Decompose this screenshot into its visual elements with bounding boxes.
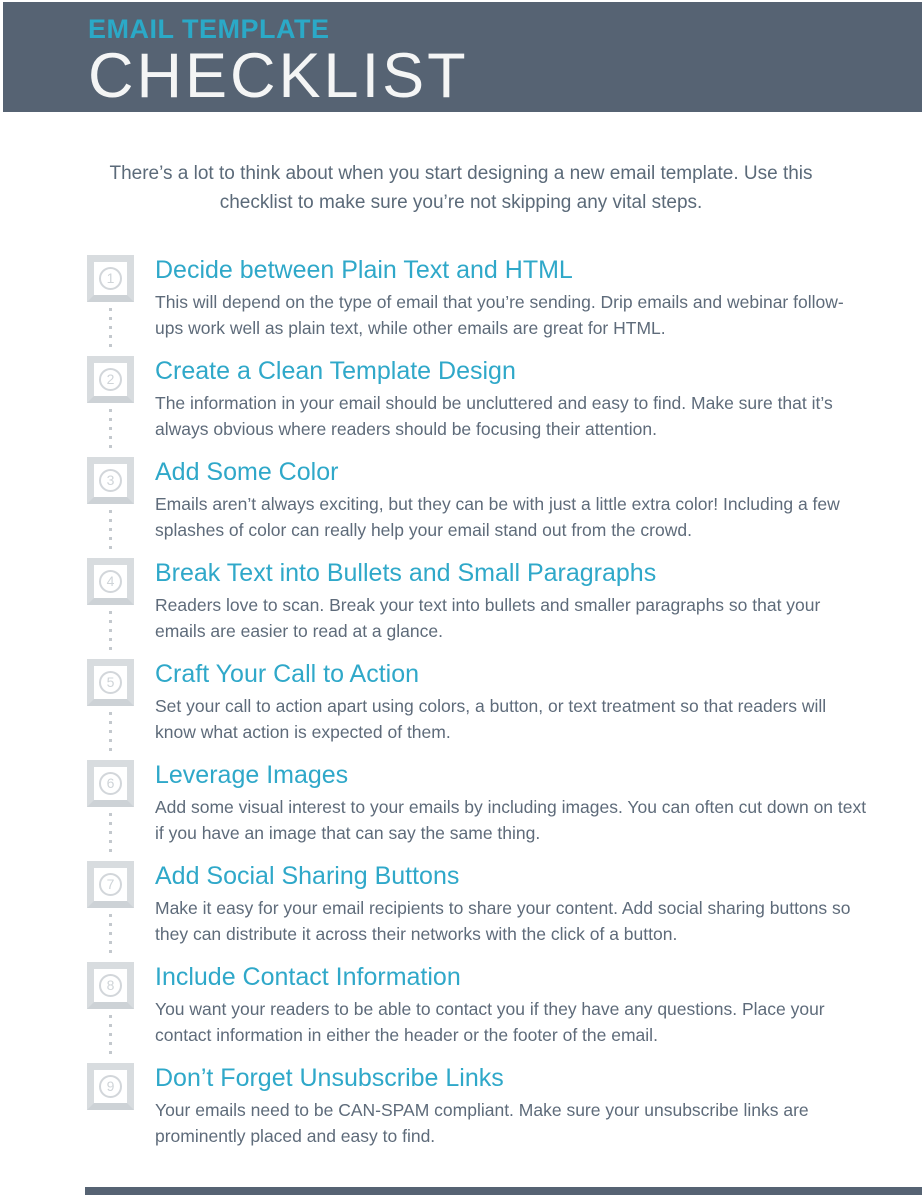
step-rail <box>87 255 134 356</box>
step-number-badge <box>87 457 134 504</box>
dotted-connector <box>109 611 112 653</box>
step-number: 9 <box>99 1075 122 1098</box>
step-number: 7 <box>99 873 122 896</box>
step-number-badge <box>87 962 134 1009</box>
checklist-item <box>87 457 867 558</box>
dotted-connector <box>109 712 112 754</box>
checklist-item <box>87 861 867 962</box>
step-rail <box>87 1063 134 1164</box>
checklist-item <box>87 962 867 1063</box>
step-number: 5 <box>99 671 122 694</box>
dotted-connector <box>109 813 112 855</box>
step-rail <box>87 760 134 861</box>
step-title: Add Social Sharing Buttons <box>155 862 460 890</box>
footer-bar <box>85 1187 922 1195</box>
header-kicker: EMAIL TEMPLATE <box>88 14 330 44</box>
page-title: CHECKLIST <box>88 41 469 111</box>
intro-paragraph: There’s a lot to think about when you start designing a new email template. Use this checklist to make sure you’re not skipping any vital steps. <box>109 163 813 213</box>
step-rail <box>87 861 134 962</box>
step-content <box>134 1063 867 1164</box>
step-number: 2 <box>99 368 122 391</box>
step-content <box>134 760 867 861</box>
step-number: 6 <box>99 772 122 795</box>
step-body: You want your readers to be able to contact you if they have any questions. Place your contact information in either the header or the footer of the email. <box>155 999 825 1045</box>
step-number-badge <box>87 760 134 807</box>
dotted-connector <box>109 1015 112 1057</box>
step-body: The information in your email should be uncluttered and easy to find. Make sure that it’s always obvious where readers should be focusing their attention. <box>155 393 833 439</box>
step-content <box>134 659 867 760</box>
step-rail <box>87 457 134 558</box>
step-rail <box>87 356 134 457</box>
dotted-connector <box>109 510 112 552</box>
step-rail <box>87 962 134 1063</box>
step-content <box>134 255 867 356</box>
checklist-item <box>87 760 867 861</box>
dotted-connector <box>109 308 112 350</box>
dotted-connector <box>109 914 112 956</box>
step-body: Make it easy for your email recipients to share your content. Add social sharing buttons so they can distribute it across their networks with the click of a button. <box>155 898 851 944</box>
checklist-item <box>87 558 867 659</box>
step-title: Decide between Plain Text and HTML <box>155 256 573 284</box>
dotted-connector <box>109 409 112 451</box>
step-number-badge <box>87 1063 134 1110</box>
step-title: Include Contact Information <box>155 963 461 991</box>
step-body: Your emails need to be CAN-SPAM compliant. Make sure your unsubscribe links are prominently placed and easy to find. <box>155 1100 809 1146</box>
step-body: Set your call to action apart using colors, a button, or text treatment so that readers will know what action is expected of them. <box>155 696 827 742</box>
checklist <box>87 255 867 1164</box>
step-title: Break Text into Bullets and Small Paragraphs <box>155 559 657 587</box>
step-number-badge <box>87 255 134 302</box>
step-number: 8 <box>99 974 122 997</box>
step-number-badge <box>87 861 134 908</box>
step-content <box>134 558 867 659</box>
step-title: Leverage Images <box>155 761 349 789</box>
step-title: Don’t Forget Unsubscribe Links <box>155 1064 504 1092</box>
step-content <box>134 861 867 962</box>
step-body: Readers love to scan. Break your text into bullets and smaller paragraphs so that your emails are easier to read at a glance. <box>155 595 821 641</box>
step-rail <box>87 558 134 659</box>
checklist-item <box>87 255 867 356</box>
checklist-item <box>87 356 867 457</box>
step-title: Craft Your Call to Action <box>155 660 420 688</box>
step-number-badge <box>87 558 134 605</box>
step-number: 3 <box>99 469 122 492</box>
step-title: Add Some Color <box>155 458 339 486</box>
checklist-item <box>87 1063 867 1164</box>
step-body: Add some visual interest to your emails by including images. You can often cut down on text if you have an image that can say the same thing. <box>155 797 867 843</box>
step-number: 1 <box>99 267 122 290</box>
checklist-item <box>87 659 867 760</box>
step-title: Create a Clean Template Design <box>155 357 516 385</box>
step-number-badge <box>87 356 134 403</box>
step-content <box>134 962 867 1063</box>
step-body: Emails aren’t always exciting, but they can be with just a little extra color! Including a few splashes of color can really help your email stand out from the crowd. <box>155 494 840 540</box>
step-content <box>134 457 867 558</box>
step-body: This will depend on the type of email that you’re sending. Drip emails and webinar follow-ups work well as plain text, while other emails are great for HTML. <box>155 292 844 338</box>
step-rail <box>87 659 134 760</box>
page-header <box>3 2 922 112</box>
step-number: 4 <box>99 570 122 593</box>
step-number-badge <box>87 659 134 706</box>
step-content <box>134 356 867 457</box>
